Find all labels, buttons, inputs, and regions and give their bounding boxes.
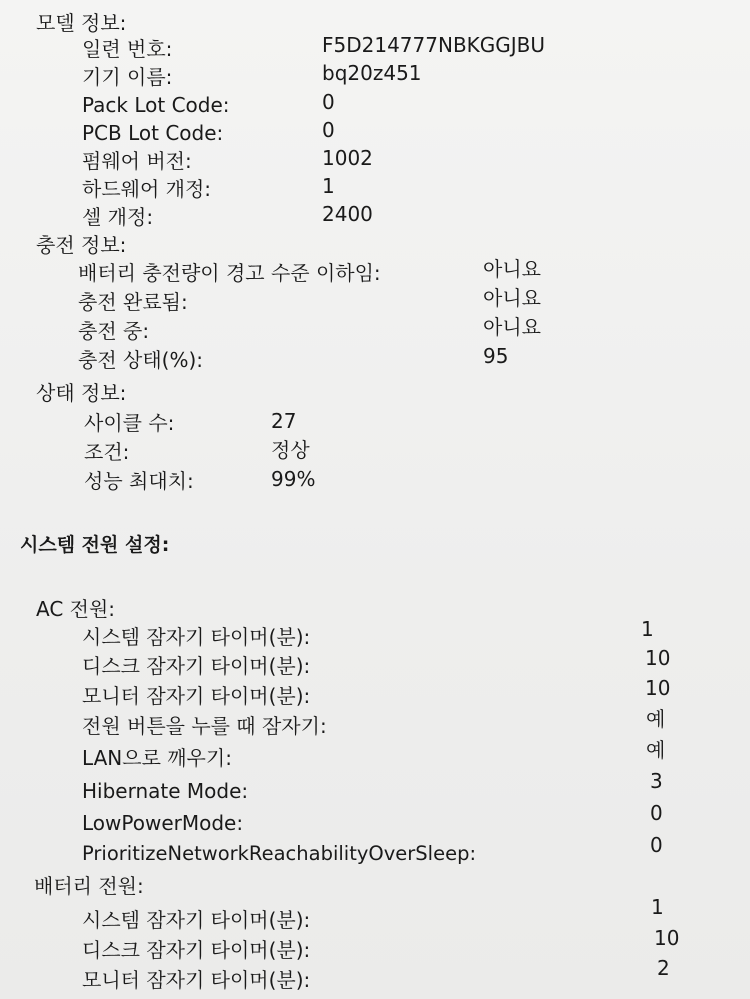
ac-system-sleep-label: 시스템 잠자기 타이머(분): [82, 625, 311, 649]
model-pcb-lot-label: PCB Lot Code: [82, 121, 224, 145]
battery-monitor-sleep-label: 모니터 잠자기 타이머(분): [82, 968, 311, 992]
model-cell-rev-label: 셀 개정: [82, 205, 154, 229]
charge-state-value: 95 [483, 344, 509, 368]
section-header-battery-power: 배터리 전원: [34, 874, 144, 898]
ac-system-sleep-value: 1 [641, 617, 654, 641]
ac-hibernate-mode-value: 3 [650, 769, 663, 793]
battery-disk-sleep-value: 10 [654, 926, 680, 950]
model-pack-lot-value: 0 [322, 90, 335, 114]
model-firmware-label: 펌웨어 버전: [82, 149, 192, 173]
battery-disk-sleep-label: 디스크 잠자기 타이머(분): [82, 938, 311, 962]
condition-label: 조건: [84, 440, 130, 464]
model-serial-value: F5D214777NBKGGJBU [322, 33, 546, 57]
model-pack-lot-label: Pack Lot Code: [82, 93, 230, 117]
model-hardware-rev-label: 하드웨어 개정: [82, 177, 212, 201]
section-header-model-info: 모델 정보: [36, 11, 127, 35]
charge-full-value: 아니요 [483, 286, 541, 310]
model-firmware-value: 1002 [322, 146, 373, 170]
ac-monitor-sleep-value: 10 [645, 676, 671, 700]
ac-wake-on-lan-label: LAN으로 깨우기: [82, 746, 232, 770]
section-header-charge-info: 충전 정보: [36, 233, 127, 257]
ac-power-button-sleep-value: 예 [646, 707, 666, 731]
model-serial-label: 일련 번호: [82, 37, 173, 61]
max-capacity-label: 성능 최대치: [84, 469, 194, 493]
ac-power-button-sleep-label: 전원 버튼을 누를 때 잠자기: [82, 714, 327, 738]
charge-state-label: 충전 상태(%): [78, 348, 203, 372]
ac-low-power-mode-label: LowPowerMode: [82, 811, 244, 835]
charge-full-label: 충전 완료됨: [78, 290, 188, 314]
charge-warning-label: 배터리 충전량이 경고 수준 이하임: [78, 261, 381, 285]
max-capacity-value: 99% [271, 467, 316, 491]
charging-value: 아니요 [483, 315, 541, 339]
ac-low-power-mode-value: 0 [650, 801, 663, 825]
ac-monitor-sleep-label: 모니터 잠자기 타이머(분): [82, 684, 311, 708]
section-header-health-info: 상태 정보: [36, 381, 127, 405]
ac-disk-sleep-value: 10 [645, 646, 671, 670]
battery-system-sleep-value: 1 [651, 895, 664, 919]
model-device-name-label: 기기 이름: [82, 65, 173, 89]
ac-prioritize-network-label: PrioritizeNetworkReachabilityOverSleep: [82, 842, 477, 865]
battery-monitor-sleep-value: 2 [657, 956, 670, 980]
ac-hibernate-mode-label: Hibernate Mode: [82, 779, 249, 803]
cycle-count-label: 사이클 수: [84, 411, 175, 435]
charging-label: 충전 중: [78, 319, 150, 343]
model-hardware-rev-value: 1 [322, 174, 335, 198]
cycle-count-value: 27 [271, 409, 297, 433]
ac-wake-on-lan-value: 예 [646, 738, 666, 762]
battery-system-sleep-label: 시스템 잠자기 타이머(분): [82, 908, 311, 932]
charge-warning-value: 아니요 [483, 257, 541, 281]
model-pcb-lot-value: 0 [322, 118, 335, 142]
ac-disk-sleep-label: 디스크 잠자기 타이머(분): [82, 654, 311, 678]
section-header-ac-power: AC 전원: [36, 597, 116, 621]
model-device-name-value: bq20z451 [322, 61, 422, 85]
model-cell-rev-value: 2400 [322, 202, 373, 226]
condition-value: 정상 [271, 438, 310, 462]
section-header-system-power: 시스템 전원 설정: [20, 534, 170, 556]
ac-prioritize-network-value: 0 [650, 833, 663, 857]
